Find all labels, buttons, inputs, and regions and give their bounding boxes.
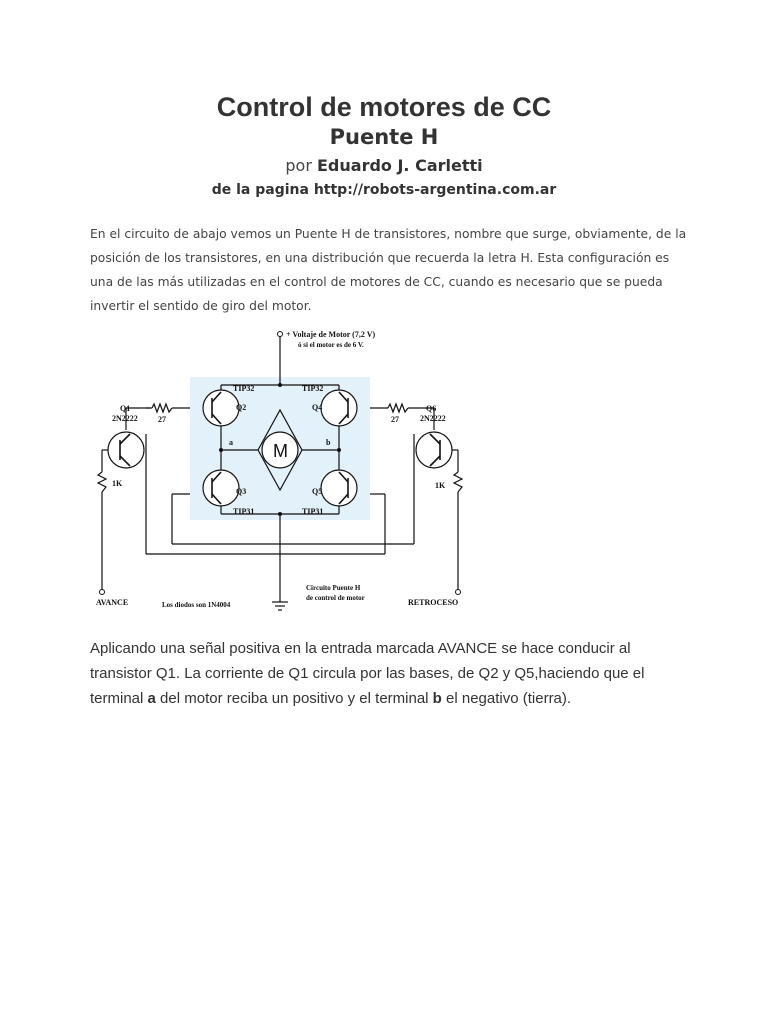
q6-label: Q6 [426,404,437,413]
diodes-note: Los diodos son 1N4004 [162,601,231,609]
node-a-label: a [229,438,233,447]
resistor-27-right [388,404,408,412]
supply-label: + Voltaje de Motor (7,2 V) [286,330,376,339]
page-title: Control de motores de CC [216,92,552,122]
q1-label: Q1 [120,404,131,413]
resistor-1k-left [98,472,106,492]
h-bridge-circuit-diagram [90,322,470,614]
retroceso-label: RETROCESO [408,598,459,607]
avance-label: AVANCE [96,598,129,607]
author-prefix: por [285,156,312,175]
explanation-text-2: del motor reciba un positivo y el terminal [155,690,433,707]
q4-type-label: TIP32 [302,384,324,393]
q6-part-label: 2N2222 [420,414,446,423]
transistor-q4 [321,390,357,426]
q3-type-label: TIP31 [233,507,255,516]
q2-label: Q2 [236,403,247,412]
explanation-text-1: Aplicando una señal positiva en la entrada marcada AVANCE se hace conducir al transistor Q1. La corriente de Q1 circula por las bases, de Q2 y Q5,haciendo que el terminal [90,640,645,707]
author-name: Eduardo J. Carletti [317,156,483,175]
node-b-label: b [326,438,331,447]
source-line: de la pagina http://robots-argentina.com.ar [211,182,557,198]
caption-line1: Circuito Puente H [306,584,361,592]
supply-terminal [278,332,283,337]
q5-type-label: TIP31 [302,507,324,516]
retroceso-terminal [456,590,461,595]
q5-label: Q5 [312,487,323,496]
intro-paragraph: En el circuito de abajo vemos un Puente H de transistores, nombre que surge, obviamente, de la posición de los transistores, en una distribución que recuerda la letra H. Esta configuración es una de las más utilizadas en el control de motores de CC, cuando es necesario que se pueda invertir el sentido de giro del motor. [90,227,687,313]
explanation-text-3: el negativo (tierra). [441,690,572,707]
motor-label: M [273,441,288,461]
supply-note: ó si el motor es de 6 V. [298,341,364,349]
transistor-q2 [203,390,239,426]
resistor-27-left [152,404,172,412]
q2-type-label: TIP32 [233,384,255,393]
q4-label: Q4 [312,403,323,412]
r-right-label: 27 [391,415,399,424]
r-pull-left-label: 1K [112,479,123,488]
explanation-paragraph [90,636,690,711]
r-left-label: 27 [158,415,166,424]
terminal-b-bold: b [432,690,442,707]
resistor-1k-right [454,472,462,492]
page-subtitle: Puente H [329,125,439,149]
author-line [0,156,768,175]
terminal-a-bold: a [147,690,156,707]
transistor-q3 [203,470,239,506]
r-pull-right-label: 1K [435,481,446,490]
avance-terminal [100,590,105,595]
transistor-q5 [321,470,357,506]
caption-line2: de control de motor [306,594,365,602]
q1-part-label: 2N2222 [112,414,138,423]
q3-label: Q3 [236,487,247,496]
